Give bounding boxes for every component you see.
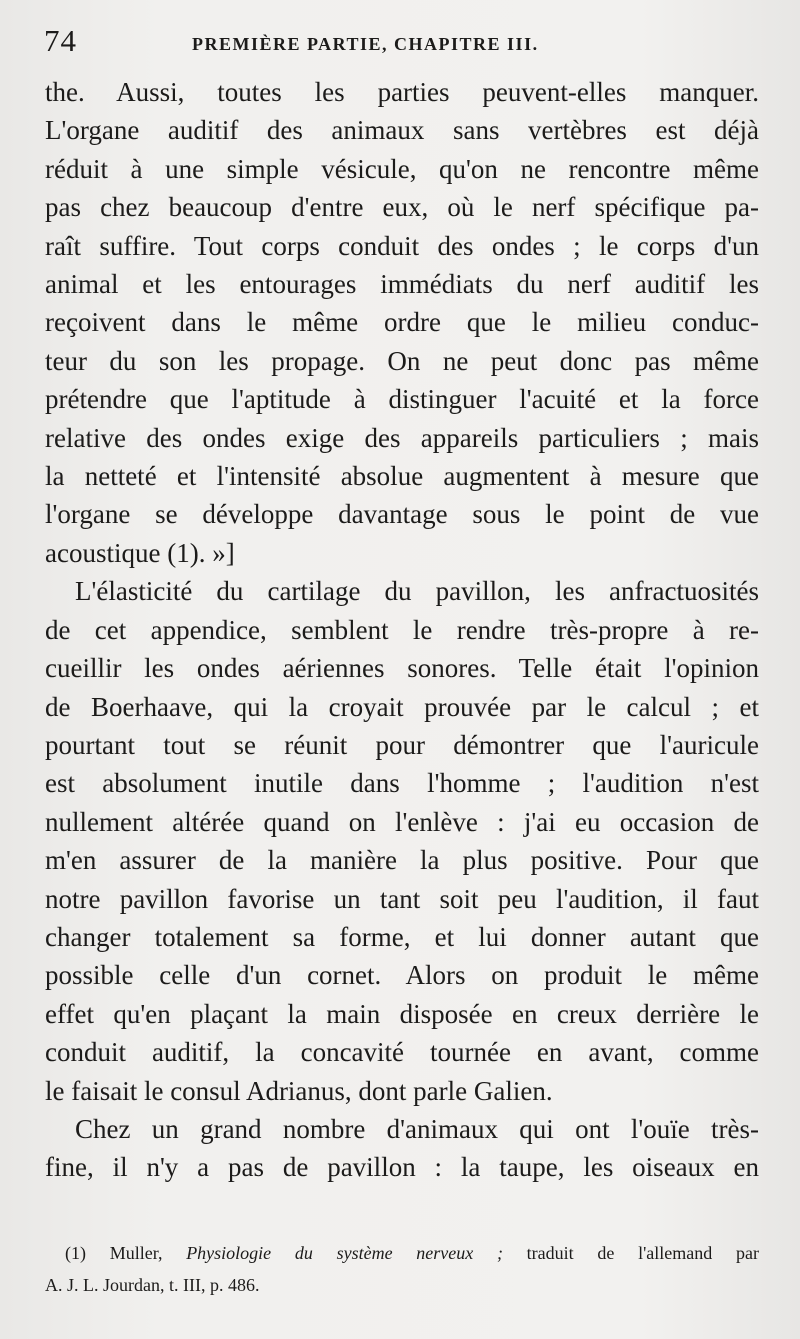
footnote-line [45, 1237, 759, 1269]
text-line: acoustique (1). »] [45, 537, 235, 568]
text-line: de Boerhaave, qui la croyait prouvée par le calcul ; et [45, 691, 759, 722]
text-line: Chez un grand nombre d'animaux qui ont l'ouïe très- [75, 1113, 759, 1144]
text-line: animal et les entourages immédiats du nerf auditif les [45, 269, 759, 300]
text-line: L'élasticité du cartilage du pavillon, les anfractuosités [75, 576, 759, 607]
text-line: réduit à une simple vésicule, qu'on ne rencontre même [45, 153, 759, 184]
footnote [45, 1237, 759, 1301]
footnote-ref: (1) Muller, [65, 1243, 187, 1263]
page-header [44, 22, 758, 62]
text-line: prétendre que l'aptitude à distinguer l'acuité et la force [45, 384, 759, 415]
text-line: fine, il n'y a pas de pavillon : la taupe, les oiseaux en [45, 1152, 759, 1183]
text-line: pourtant tout se réunit pour démontrer que l'auricule [45, 729, 759, 760]
footnote-line: A. J. L. Jourdan, t. III, p. 486. [45, 1275, 260, 1295]
text-line: possible celle d'un cornet. Alors on produit le même [45, 960, 759, 991]
text-line: m'en assurer de la manière la plus positive. Pour que [45, 845, 759, 876]
text-line: teur du son les propage. On ne peut donc pas même [45, 345, 759, 376]
text-line: est absolument inutile dans l'homme ; l'audition n'est [45, 768, 759, 799]
text-line: L'organe auditif des animaux sans vertèbres est déjà [45, 115, 759, 146]
paragraph-animaux [45, 1110, 759, 1187]
paragraph-continued [45, 73, 759, 572]
paragraph-pavillon [45, 572, 759, 1110]
text-line: de cet appendice, semblent le rendre très-propre à re- [45, 614, 759, 645]
text-line: le faisait le consul Adrianus, dont parle Galien. [45, 1075, 553, 1106]
text-line: la netteté et l'intensité absolue augmentent à mesure que [45, 461, 759, 492]
footnote-translation: traduit de l'allemand par [502, 1243, 759, 1263]
text-line: relative des ondes exige des appareils particuliers ; mais [45, 422, 759, 453]
body-text [45, 73, 759, 1187]
text-line: changer totalement sa forme, et lui donner autant que [45, 921, 759, 952]
text-line: notre pavillon favorise un tant soit peu l'audition, il faut [45, 883, 759, 914]
text-line: reçoivent dans le même ordre que le milieu conduc- [45, 307, 759, 338]
running-head: PREMIÈRE PARTIE, CHAPITRE III. [192, 34, 539, 54]
text-line: nullement altérée quand on l'enlève : j'ai eu occasion de [45, 806, 759, 837]
page-number: 74 [44, 23, 77, 58]
text-line: pas chez beaucoup d'entre eux, où le nerf spécifique pa- [45, 192, 759, 223]
text-line: effet qu'en plaçant la main disposée en creux derrière le [45, 998, 759, 1029]
text-line: the. Aussi, toutes les parties peuvent-elles manquer. [45, 77, 759, 107]
text-line: raît suffire. Tout corps conduit des ondes ; le corps d'un [45, 230, 759, 261]
text-line: cueillir les ondes aériennes sonores. Telle était l'opinion [45, 653, 759, 684]
footnote-title: Physiologie du système nerveux ; [186, 1243, 503, 1263]
text-line: conduit auditif, la concavité tournée en avant, comme [45, 1037, 759, 1068]
text-line: l'organe se développe davantage sous le point de vue [45, 499, 759, 530]
